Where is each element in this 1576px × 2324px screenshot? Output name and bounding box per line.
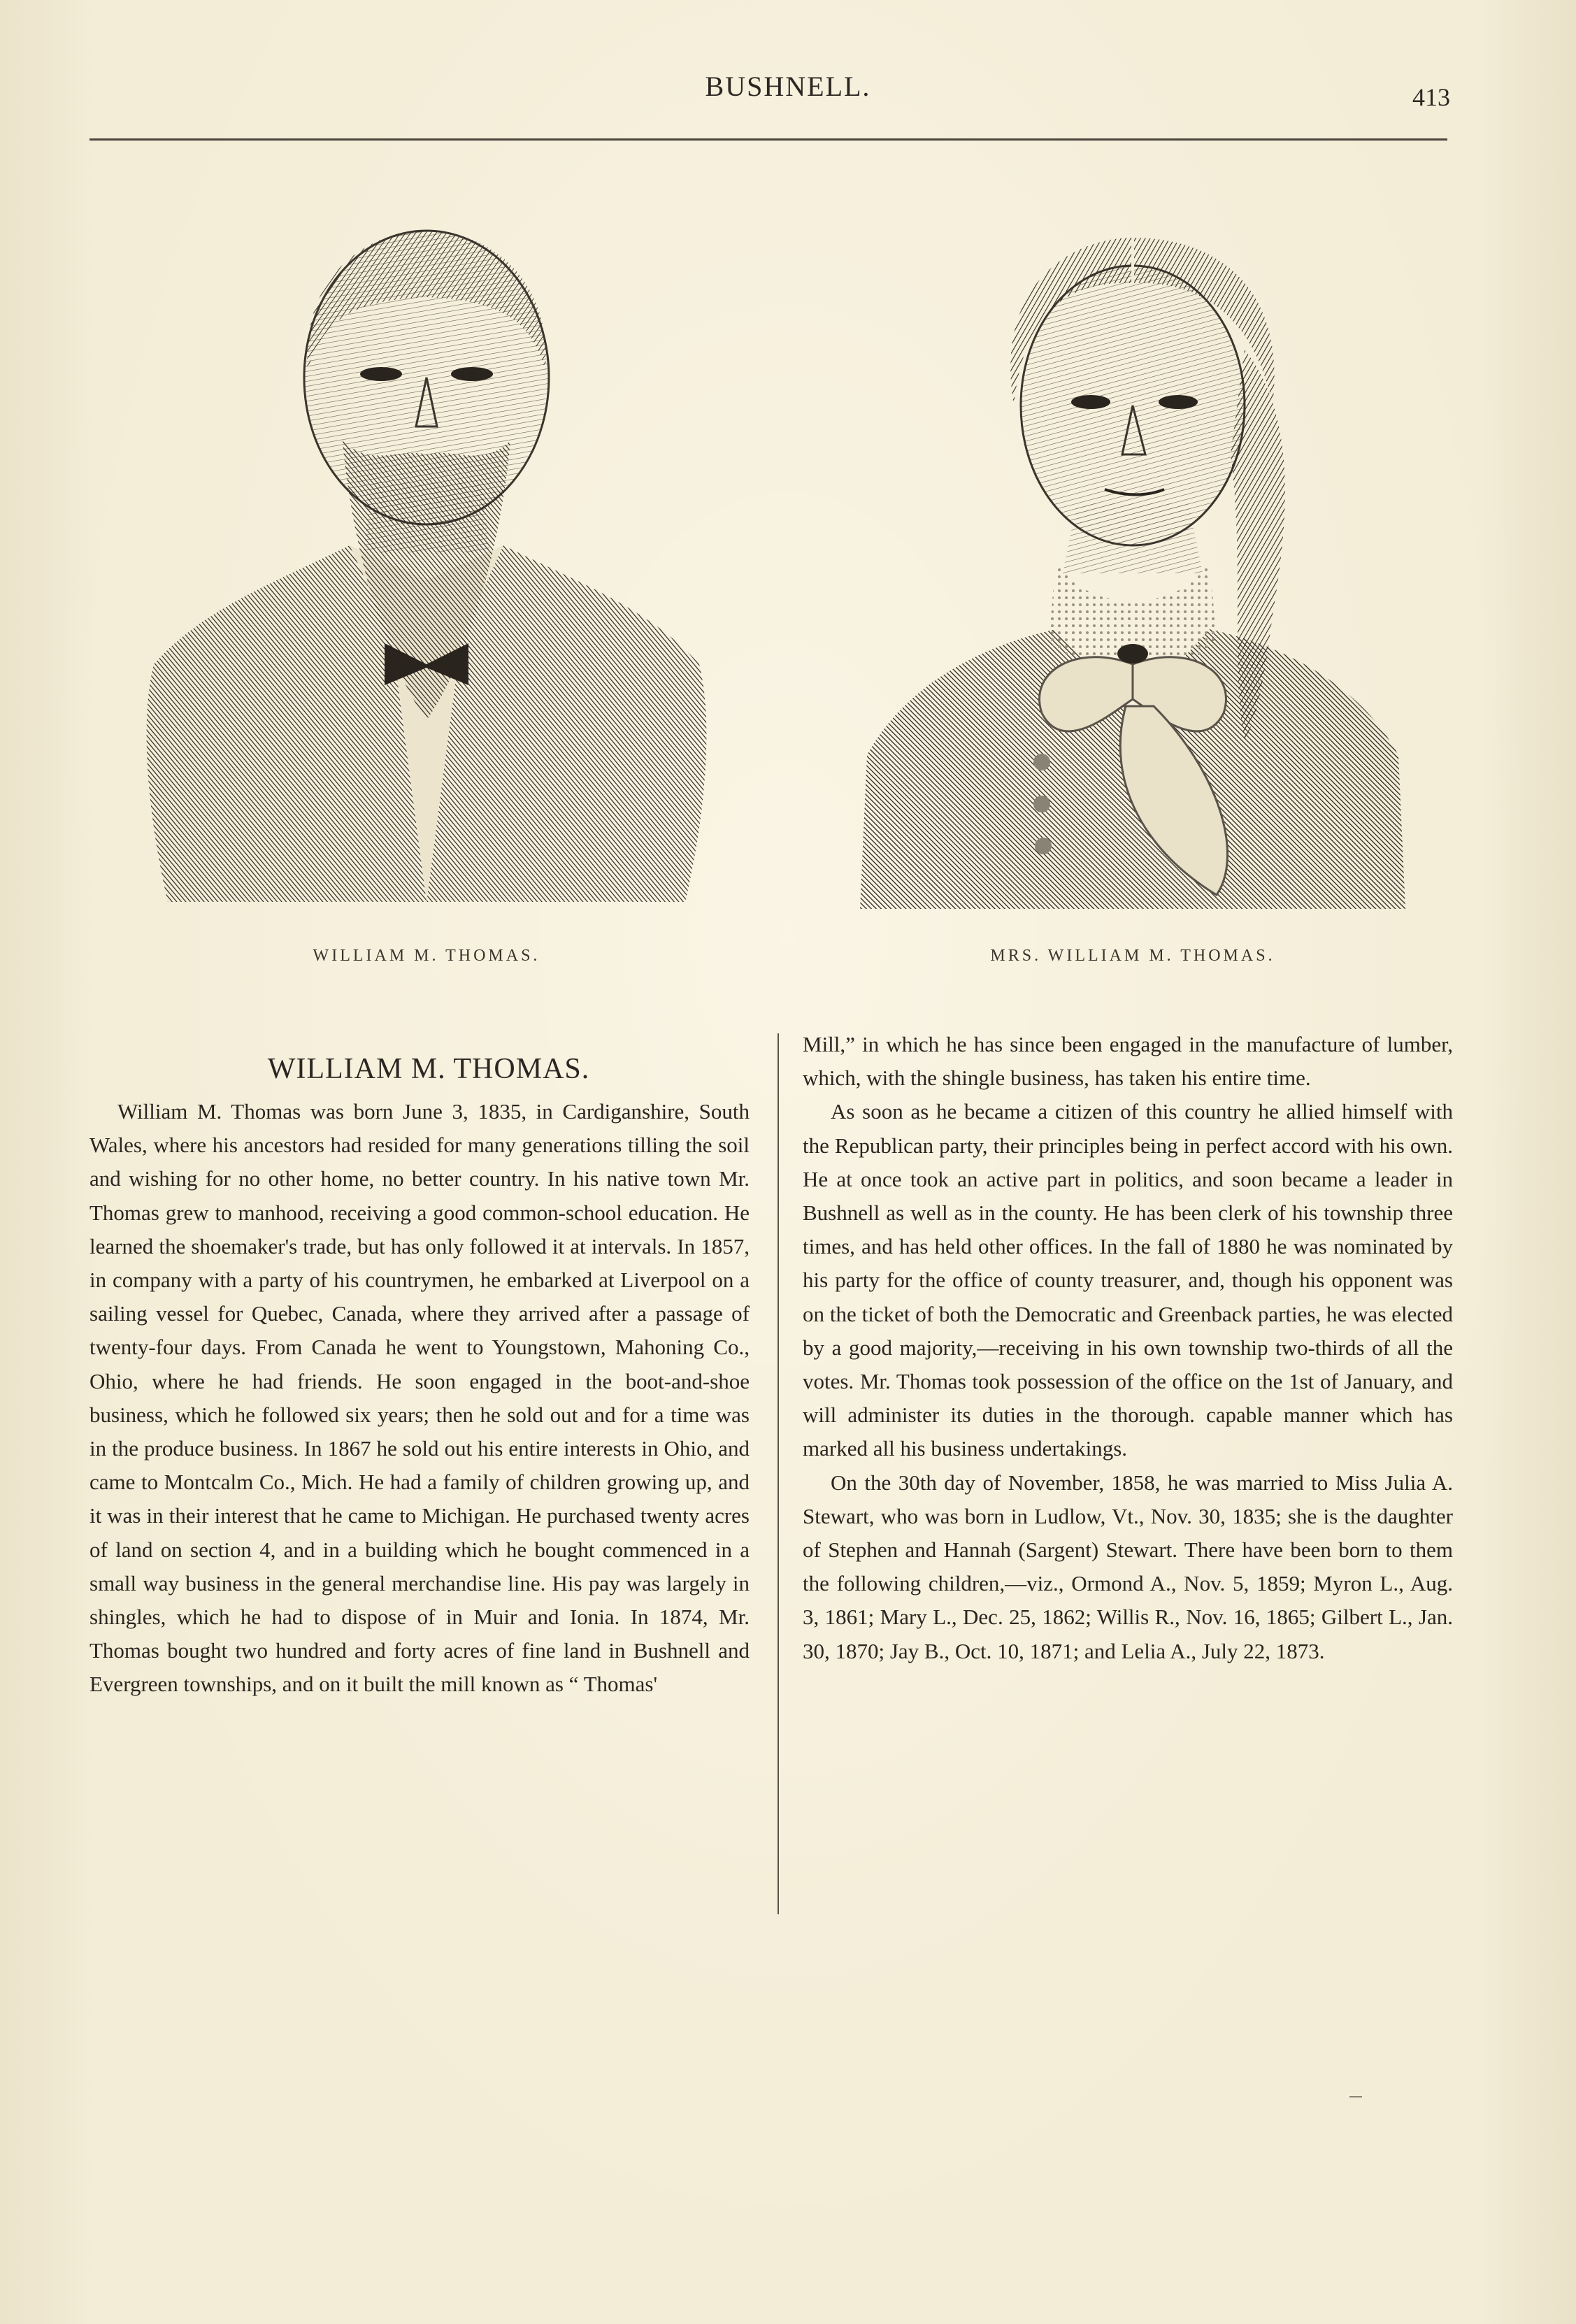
portrait-mrs-william-thomas <box>853 224 1412 916</box>
column-divider <box>778 1033 779 1914</box>
column-right <box>803 1028 1453 1668</box>
running-head: BUSHNELL. <box>705 71 871 102</box>
header-rule <box>89 138 1447 141</box>
paragraph-biography-3: As soon as he became a citizen of this country he allied himself with the Republican party, their principles being in perfect accord with his own. He at once took an active part in politics, and soon became a leader in Bushnell as well as in the county. He has been clerk of his township three times, and has held other offices. In the fall of 1880 he was nominated by his party for the office of county treasurer, and, though his opponent was on the ticket of both the Democratic and Greenback parties, he was elected by a good majority,—receiving in his own township two-thirds of all the votes. Mr. Thomas took possession of the office on the 1st of January, and will administer its duties in the thorough. capable manner which has marked all his business undertakings. <box>803 1099 1453 1461</box>
portrait-caption-man: WILLIAM M. THOMAS. <box>313 947 540 965</box>
paragraph-biography-2: Mill,” in which he has since been engaged in the manufacture of lumber, which, with the shingle business, has taken his entire time. <box>803 1032 1453 1091</box>
column-left <box>89 1095 750 1702</box>
page-number: 413 <box>1412 83 1450 111</box>
engraved-portrait-man-icon <box>140 217 713 916</box>
portrait-william-thomas <box>140 217 713 916</box>
engraved-portrait-woman-icon <box>853 224 1412 916</box>
footer-mark <box>1349 2096 1362 2097</box>
paragraph-biography-4: On the 30th day of November, 1858, he was married to Miss Julia A. Stewart, who was born in Ludlow, Vt., Nov. 30, 1835; she is the daughter of Stephen and Hannah (Sargent) Stewart. There have been born to them the following children,—viz., Ormond A., Nov. 5, 1859; Myron L., Aug. 3, 1861; Mary L., Dec. 25, 1862; Willis R., Nov. 16, 1865; Gilbert L., Jan. 30, 1870; Jay B., Oct. 10, 1871; and Lelia A., July 22, 1873. <box>803 1470 1453 1663</box>
paragraph-biography-1: William M. Thomas was born June 3, 1835, in Cardiganshire, South Wales, where his ancestors had resided for many generations tilling the soil and wishing for no other home, no better country. In his native town Mr. Thomas grew to manhood, receiving a good common-school education. He learned the shoemaker's trade, but has only followed it at intervals. In 1857, in company with a party of his countrymen, he embarked at Liverpool on a sailing vessel for Quebec, Canada, where they arrived after a passage of twenty-four days. From Canada he went to Youngstown, Mahoning Co., Ohio, where he had friends. He soon engaged in the boot-and-shoe business, which he followed six years; then he sold out and for a time was in the produce business. In 1867 he sold out his entire interests in Ohio, and came to Montcalm Co., Mich. He had a family of children growing up, and it was in their interest that he came to Michigan. He purchased twenty acres of land on section 4, and in a building which he bought commenced in a small way business in the general merchandise line. His pay was largely in shingles, which he had to dispose of in Muir and Ionia. In 1874, Mr. Thomas bought two hundred and forty acres of fine land in Bushnell and Evergreen townships, and on it built the mill known as “ Thomas' <box>89 1099 750 1697</box>
article-title: WILLIAM M. THOMAS. <box>267 1053 590 1085</box>
portrait-caption-woman: MRS. WILLIAM M. THOMAS. <box>990 947 1275 965</box>
